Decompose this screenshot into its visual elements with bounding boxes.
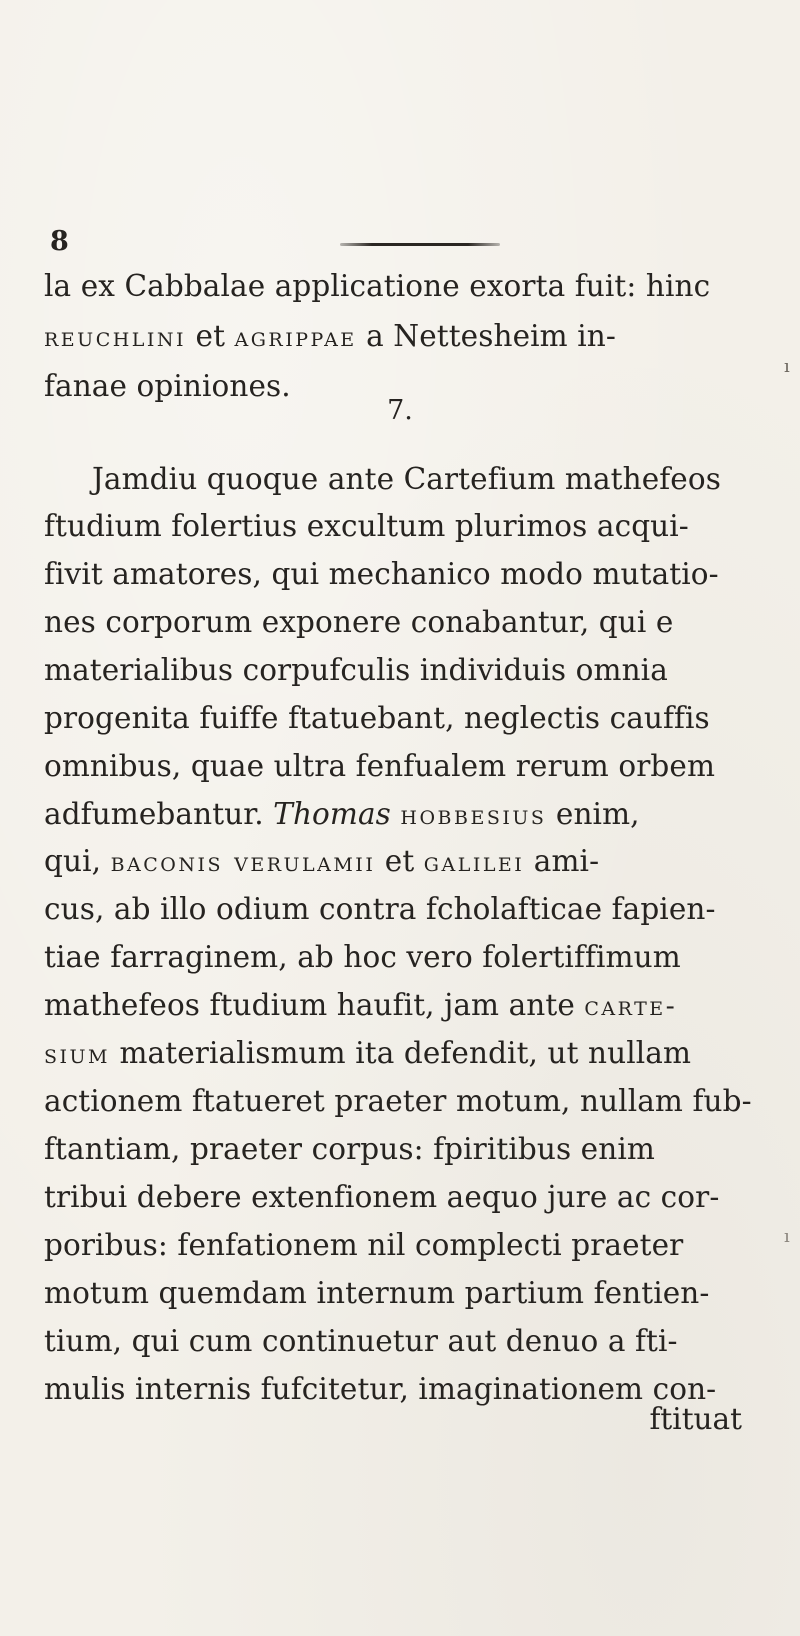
text-line: [44, 557, 764, 591]
text-segment: baconis verulamii: [110, 847, 376, 878]
text-segment: reuchlini: [44, 322, 187, 353]
text-segment: actionem ftatueret praeter motum, nullam fub-: [44, 1084, 752, 1118]
text-segment: Jamdiu quoque ante Cartefium mathefeos: [92, 462, 721, 496]
text-segment: [391, 797, 400, 831]
text-segment: materialismum ita defendit, ut nullam: [110, 1036, 692, 1070]
text-line: [44, 844, 764, 878]
text-segment: tiae farraginem, ab hoc vero folertiffimum: [44, 940, 681, 974]
text-segment: fivit amatores, qui mechanico modo mutatio-: [44, 557, 719, 591]
text-segment: mulis internis fufcitetur, imaginationem con-: [44, 1372, 717, 1406]
text-line: [44, 1084, 764, 1118]
text-segment: hobbesius: [400, 800, 547, 831]
text-segment: tribui debere extenfionem aequo jure ac cor-: [44, 1180, 720, 1214]
text-line: [44, 1372, 764, 1406]
text-line: [44, 988, 764, 1022]
text-line: [44, 1228, 764, 1262]
text-segment: galilei: [423, 847, 525, 878]
text-line: [44, 605, 764, 639]
text-line: [44, 1276, 764, 1310]
text-segment: mathefeos ftudium haufit, jam ante: [44, 988, 585, 1022]
header-rule: [340, 243, 500, 246]
text-segment: sium: [44, 1039, 110, 1070]
text-segment: agrippae: [234, 322, 357, 353]
text-line: [44, 892, 764, 926]
text-segment: qui,: [44, 844, 111, 878]
page-number: 8: [50, 226, 69, 257]
margin-mark: ı: [784, 1226, 790, 1247]
margin-mark: ı: [784, 356, 790, 377]
text-segment: adfumebantur.: [44, 797, 274, 831]
catchword: ftituat: [649, 1402, 742, 1436]
text-segment: fanae opiniones.: [44, 369, 291, 403]
text-line: [92, 462, 800, 496]
text-line: [44, 1180, 764, 1214]
text-line: [44, 1036, 764, 1070]
text-segment: omnibus, quae ultra fenfualem rerum orbem: [44, 749, 716, 783]
text-line: [44, 797, 764, 831]
text-segment: progenita fuiffe ftatuebant, neglectis cauffis: [44, 701, 710, 735]
text-segment: nes corporum exponere conabantur, qui e: [44, 605, 674, 639]
text-segment: et: [186, 319, 235, 353]
text-line: [44, 1132, 764, 1166]
text-segment: motum quemdam internum partium fentien-: [44, 1276, 710, 1310]
text-line: [44, 269, 764, 303]
text-line: [44, 749, 764, 783]
text-segment: carte-: [584, 991, 678, 1022]
text-segment: ami-: [524, 844, 600, 878]
text-segment: Thomas: [273, 797, 391, 831]
text-segment: materialibus corpufculis individuis omnia: [44, 653, 668, 687]
text-line: [44, 653, 764, 687]
text-segment: ftantiam, praeter corpus: fpiritibus enim: [44, 1132, 655, 1166]
text-segment: poribus: fenfationem nil complecti praeter: [44, 1228, 684, 1262]
text-line: [44, 1324, 764, 1358]
text-line: [44, 701, 764, 735]
text-segment: et: [375, 844, 424, 878]
text-segment: tium, qui cum continuetur aut denuo a fti-: [44, 1324, 678, 1358]
text-line: [44, 940, 764, 974]
text-segment: enim,: [546, 797, 640, 831]
text-segment: la ex Cabbalae applicatione exorta fuit: hinc: [44, 269, 711, 303]
text-line: [44, 319, 764, 353]
text-line: [44, 509, 764, 543]
text-segment: a Nettesheim in-: [356, 319, 616, 353]
text-segment: ftudium folertius excultum plurimos acqui-: [44, 509, 689, 543]
text-segment: cus, ab illo odium contra fcholafticae fapien-: [44, 892, 716, 926]
section-number: 7.: [387, 395, 413, 426]
